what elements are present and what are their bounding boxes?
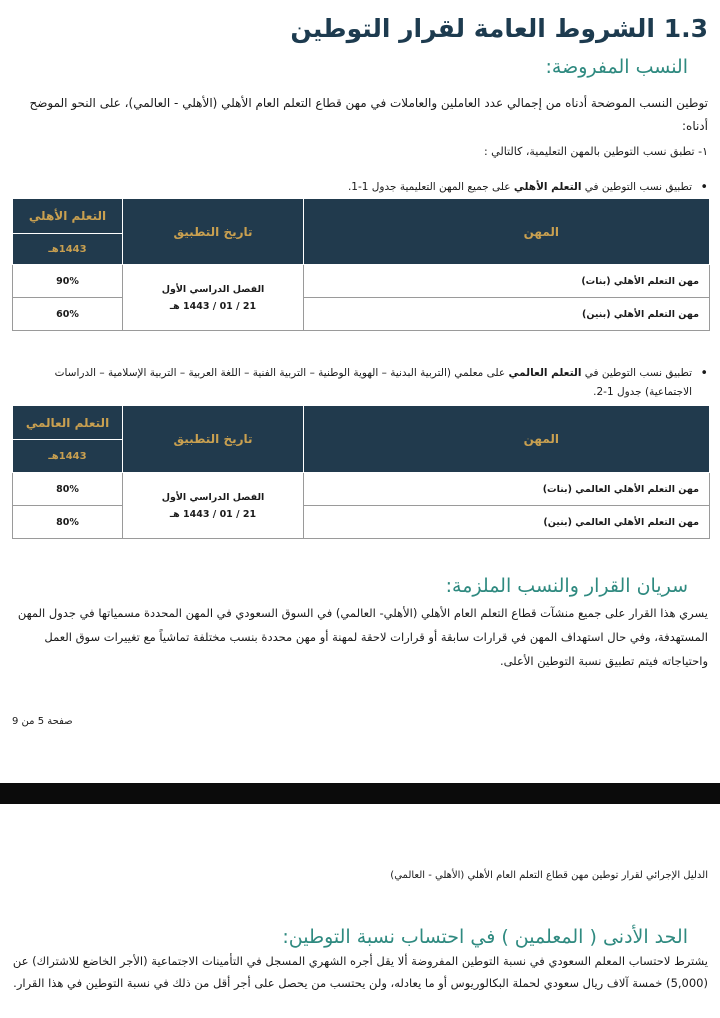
table-row xyxy=(13,265,710,298)
bullet-private-education: • تطبيق نسب التوطين في التعلم الأهلي على جميع المهن التعليمية جدول 1-1. xyxy=(22,178,692,197)
table-row xyxy=(13,473,710,506)
occupation-cell: مهن التعلم الأهلي (بنين) xyxy=(304,298,710,331)
date-cell: الفصل الدراسي الأول 21 / 01 / 1443 هـ xyxy=(123,473,304,539)
column-header-group: التعلم الأهلي xyxy=(13,199,123,234)
table-private-education xyxy=(12,198,710,331)
section-title: 1.3 الشروط العامة لقرار التوطين xyxy=(290,14,708,43)
occupation-cell: مهن التعلم الأهلي العالمي (بنين) xyxy=(304,506,710,539)
intro-paragraph: توطين النسب الموضحة أدناه من إجمالي عدد العاملين والعاملات في مهن قطاع التعلم العام الأهلي (الأهلي - العالمي)، على النحو الموضح أدناه: xyxy=(29,96,708,133)
column-header-occupations: المهن xyxy=(304,199,710,265)
bullet-international-education: • تطبيق نسب التوطين في التعلم العالمي على معلمي (التربية البدنية – الهوية الوطنية – التربية الفنية – اللغة العربية – التربية الإسلامية – الدراسات الاجتماعية) جدول 1-2. xyxy=(22,364,692,402)
item-1: ١- تطبق نسب التوطين بالمهن التعليمية، كالتالي : xyxy=(483,145,708,158)
percent-cell: 60% xyxy=(13,298,123,331)
decision-validity-heading: سريان القرار والنسب الملزمة: xyxy=(445,575,688,597)
column-header-year: 1443هـ xyxy=(13,440,123,473)
percent-cell: 80% xyxy=(13,473,123,506)
page-divider xyxy=(0,783,720,804)
table-international-education xyxy=(12,405,710,539)
occupation-cell: مهن التعلم الأهلي (بنات) xyxy=(304,265,710,298)
document-page-2 xyxy=(0,804,720,1018)
column-header-application-date: تاريخ التطبيق xyxy=(123,406,304,473)
column-header-year: 1443هـ xyxy=(13,234,123,265)
table-row xyxy=(13,506,710,539)
percent-cell: 80% xyxy=(13,506,123,539)
column-header-group: التعلم العالمي xyxy=(13,406,123,440)
column-header-application-date: تاريخ التطبيق xyxy=(123,199,304,265)
page-number: صفحة 5 من 9 xyxy=(12,716,73,727)
running-header: الدليل الإجرائي لقرار توطين مهن قطاع التعلم العام الأهلي (الأهلي - العالمي) xyxy=(390,870,708,881)
occupation-cell: مهن التعلم الأهلي العالمي (بنات) xyxy=(304,473,710,506)
decision-validity-paragraph: يسري هذا القرار على جميع منشآت قطاع التعلم العام الأهلي (الأهلي- العالمي) في السوق السعودي في المهن المحددة مسمياتها في جدول المهن المستهدفة، وفي حال استهداف المهن في قرارات سابقة أو قرارات لاحقة لمهنة أو مهن محددة بنسب مختلفة تماشياً مع تغييرات سوق العمل واحتياجاته فيتم تطبيق نسبة التوطين الأعلى. xyxy=(17,606,708,668)
imposed-ratios-heading: النسب المفروضة: xyxy=(545,56,688,78)
table-row xyxy=(13,298,710,331)
column-header-occupations: المهن xyxy=(304,406,710,473)
percent-cell: 90% xyxy=(13,265,123,298)
minimum-wage-heading: الحد الأدنى ( المعلمين ) في احتساب نسبة التوطين: xyxy=(282,926,688,948)
minimum-wage-paragraph: يشترط لاحتساب المعلم السعودي في نسبة التوطين المفروضة ألا يقل أجره الشهري المسجل في التأمينات الاجتماعية (الأجر الخاضع للاشتراك) عن (5,000) خمسة آلاف ريال سعودي لحملة البكالوريوس أو ما يعادله، ولن يحتسب من يحصل على أجر أقل من ذلك في نسبة التوطين في هذا القرار. xyxy=(12,954,708,990)
date-cell: الفصل الدراسي الأول 21 / 01 / 1443 هـ xyxy=(123,265,304,331)
